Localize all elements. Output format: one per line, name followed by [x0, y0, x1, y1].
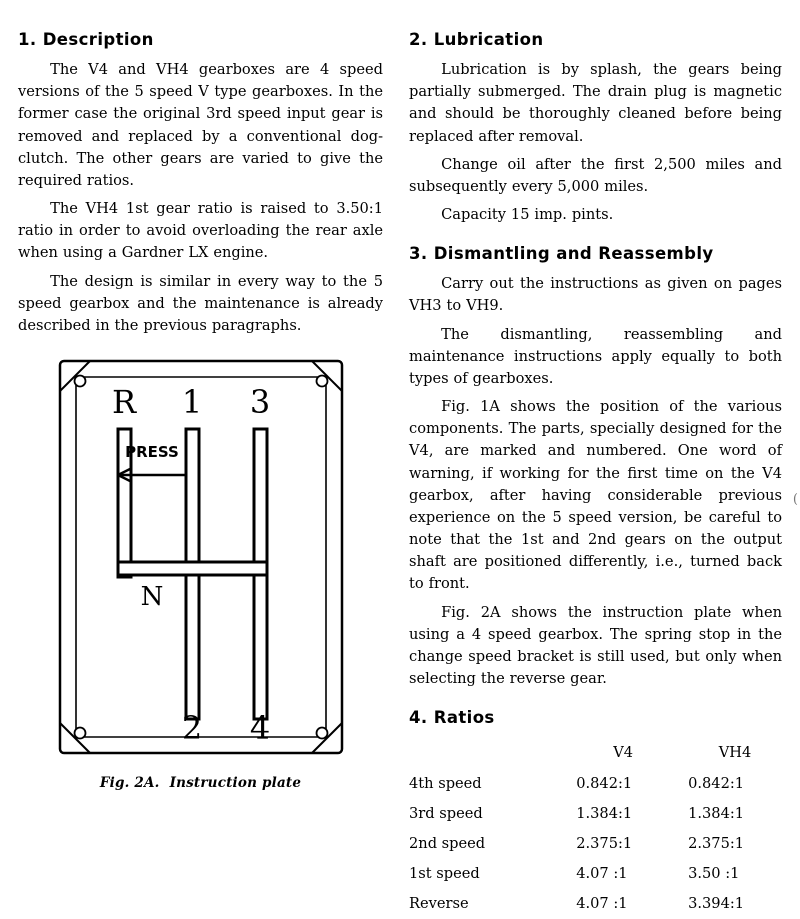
section-heading-dismantling: 3. Dismantling and Reassembly — [409, 244, 714, 264]
left-column — [18, 30, 383, 791]
ratio-v4-3rd: 1.384:1 — [576, 805, 633, 823]
ratio-vh4-4th: 0.842:1 — [688, 775, 745, 793]
column-header-vh4: VH4 — [718, 743, 752, 761]
ratio-label-4th: 4th speed — [409, 775, 482, 793]
section-heading-ratios: 4. Ratios — [409, 708, 495, 728]
gear-shift-pattern-svg — [56, 357, 346, 757]
ratios-table — [409, 737, 782, 919]
gear-plate-diagram — [56, 357, 346, 761]
column-header-v4: V4 — [613, 743, 634, 761]
ratio-vh4-2nd: 2.375:1 — [688, 835, 745, 853]
section-heading-description: 1. Description — [18, 30, 154, 49]
ratio-vh4-3rd: 1.384:1 — [688, 805, 745, 823]
gate-label-first: 1 — [181, 383, 202, 422]
two-column-layout — [18, 30, 782, 919]
paragraph-dismantling-2: The dismantling, reassembling and maintenance instructions apply equally to both types of gearboxes. — [409, 325, 782, 387]
ratio-label-2nd: 2nd speed — [409, 835, 486, 853]
table-row — [409, 799, 782, 829]
ratio-v4-1st: 4.07 :1 — [576, 865, 628, 883]
paragraph-description-3: The design is similar in every way to the 5 speed gearbox and the maintenance is already described in the previous paragraphs. — [18, 272, 384, 334]
paragraph-description-1: The V4 and VH4 gearboxes are 4 speed versions of the 5 speed V type gearboxes. In the former case the original 3rd speed input gear is removed and replaced by a conventional dog-clutch. The other gears are varied to give the required ratios. — [18, 61, 384, 189]
gate-label-neutral: N — [140, 582, 163, 613]
ratio-label-3rd: 3rd speed — [409, 805, 483, 823]
section-heading-lubrication: 2. Lubrication — [409, 30, 544, 49]
paragraph-dismantling-3: Fig. 1A shows the position of the various components. The parts, specially designed for the V4, are marked and numbered. One word of warning, if working for the first time on the V4 gearbox, after having considerable previous experience on the 5 speed version, be careful to note that the 1st and 2nd gears on the output shaft are positioned differently, i.e., turned back to front. — [409, 398, 782, 593]
press-label: PRESS — [124, 443, 179, 462]
figure-instruction-plate — [18, 357, 383, 791]
paragraph-dismantling-4: Fig. 2A shows the instruction plate when using a 4 speed gearbox. The spring stop in the change speed bracket is still used, but only when selecting the reverse gear. — [409, 603, 782, 688]
ratio-vh4-reverse: 3.394:1 — [688, 895, 745, 913]
paragraph-dismantling-1: Carry out the instructions as given on pages VH3 to VH9. — [409, 275, 782, 315]
figure-caption-text: Instruction plate — [169, 775, 302, 792]
table-row — [409, 769, 782, 799]
paragraph-lubrication-3: Capacity 15 imp. pints. — [441, 206, 614, 224]
paragraph-lubrication-1: Lubrication is by splash, the gears being partially submerged. The drain plug is magnetic and should be thoroughly cleaned before being replaced after removal. — [409, 61, 782, 145]
gate-label-third: 3 — [249, 383, 270, 422]
paragraph-lubrication-2: Change oil after the first 2,500 miles and subsequently every 5,000 miles. — [409, 155, 782, 195]
gate-label-second: 2 — [181, 709, 202, 748]
table-row — [409, 859, 782, 889]
gate-label-reverse: R — [111, 383, 136, 422]
table-row — [409, 889, 782, 919]
ratio-label-reverse: Reverse — [409, 895, 469, 913]
page-edge-mark: ( — [792, 492, 798, 507]
table-row — [409, 829, 782, 859]
figure-caption — [18, 775, 383, 791]
right-column — [409, 30, 782, 919]
table-header-row — [409, 737, 782, 769]
ratio-vh4-1st: 3.50 :1 — [688, 865, 740, 883]
column-header-blank — [409, 737, 558, 769]
figure-caption-number: Fig. 2A. — [99, 775, 160, 792]
ratio-v4-4th: 0.842:1 — [576, 775, 633, 793]
gate-label-fourth: 4 — [249, 709, 270, 748]
ratio-v4-reverse: 4.07 :1 — [576, 895, 628, 913]
paragraph-description-2: The VH4 1st gear ratio is raised to 3.50:1 ratio in order to avoid overloading the rear axle when using a Gardner LX engine. — [18, 200, 384, 262]
ratio-v4-2nd: 2.375:1 — [576, 835, 633, 853]
ratio-label-1st: 1st speed — [409, 865, 480, 883]
